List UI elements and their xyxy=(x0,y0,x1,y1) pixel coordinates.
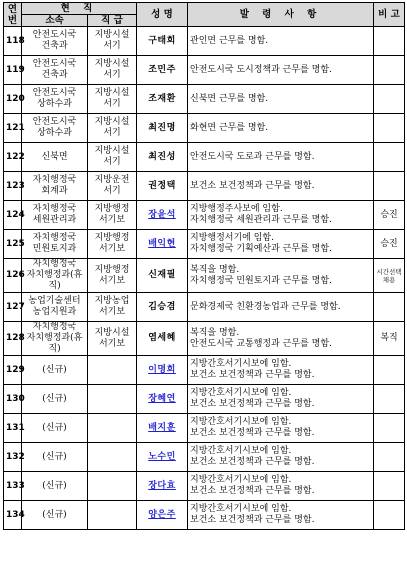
row-grade-line: 서기 xyxy=(103,99,121,109)
row-appointment-line: 보건소 보건정책과 근무를 명함. xyxy=(190,428,315,438)
row-appointment xyxy=(188,172,374,201)
row-grade-line: 서기보 xyxy=(98,338,126,349)
row-appointment xyxy=(188,322,374,356)
row-appointment-line: 지방간호서기시보에 임함. xyxy=(190,359,292,369)
row-appointment-line: 보건소 보건정책과 근무를 명함. xyxy=(190,486,315,496)
table-row xyxy=(4,201,405,230)
row-department-line: 자치행정국 xyxy=(32,259,77,269)
row-appointment xyxy=(188,201,374,230)
row-note xyxy=(374,472,405,501)
row-grade xyxy=(88,56,137,85)
table-row xyxy=(4,443,405,472)
row-department-line: (신규) xyxy=(42,480,67,491)
row-note xyxy=(374,114,405,143)
table-row xyxy=(4,114,405,143)
row-appointment-line: 보건소 보건정책과 근무를 명함. xyxy=(190,515,315,525)
row-note xyxy=(374,27,405,56)
row-name[interactable]: 장다효 xyxy=(137,472,188,501)
table-row xyxy=(4,356,405,385)
row-department-line: 자치행정국 xyxy=(32,175,77,185)
row-department xyxy=(22,322,88,356)
header-department: 소속 xyxy=(22,15,88,27)
row-department xyxy=(22,201,88,230)
header-number: 연 번 xyxy=(4,3,22,27)
row-grade-line: 서기보 xyxy=(98,275,126,286)
row-name[interactable]: 배익현 xyxy=(137,230,188,259)
row-number: 121 xyxy=(4,114,22,143)
row-appointment-line: 자치행정국 세원관리과 근무를 명함. xyxy=(190,215,332,225)
row-department-line: (신규) xyxy=(42,364,67,375)
row-appointment-line: 지방간호서기시보에 임함. xyxy=(190,417,292,427)
row-appointment-line: 화현면 근무를 명함. xyxy=(190,122,269,133)
row-appointment xyxy=(188,472,374,501)
row-grade-line: 지방행정 xyxy=(94,233,130,243)
row-appointment-line: 관인면 근무를 명함. xyxy=(190,35,269,46)
row-number: 128 xyxy=(4,322,22,356)
row-appointment-line: 지방행정서기에 임함. xyxy=(190,233,274,243)
row-appointment-line: 지방간호서기시보에 임함. xyxy=(190,446,292,456)
row-note-line: 채용 xyxy=(382,275,396,284)
row-note xyxy=(374,56,405,85)
row-department xyxy=(22,27,88,56)
row-grade-line: 지방농업 xyxy=(94,296,130,306)
table-row xyxy=(4,322,405,356)
row-note xyxy=(374,143,405,172)
row-name[interactable]: 이명희 xyxy=(137,356,188,385)
row-name: 최진명 xyxy=(137,114,188,143)
row-department xyxy=(22,356,88,385)
row-grade xyxy=(88,501,137,530)
row-note-line: 승진 xyxy=(380,238,398,249)
row-department-line: 상하수과 xyxy=(37,128,72,138)
appointment-table xyxy=(3,2,405,530)
row-grade xyxy=(88,172,137,201)
row-note xyxy=(374,501,405,530)
row-appointment-line: 지방간호서기시보에 임함. xyxy=(190,388,292,398)
row-department-line: (신규) xyxy=(42,451,67,462)
row-department xyxy=(22,230,88,259)
row-number: 122 xyxy=(4,143,22,172)
row-grade-line: 지방운전 xyxy=(94,175,130,185)
row-grade-line: 서기 xyxy=(103,128,121,138)
row-department-line: (신규) xyxy=(42,509,67,520)
row-department-line: 농업기술센터 xyxy=(28,296,81,306)
row-appointment-line: 안전도시국 도로과 근무를 명함. xyxy=(190,151,315,162)
row-appointment xyxy=(188,27,374,56)
row-name[interactable]: 장윤석 xyxy=(137,201,188,230)
row-grade-line: 서기보 xyxy=(98,307,126,317)
row-note xyxy=(374,172,405,201)
row-appointment-line: 보건소 보건정책과 근무를 명함. xyxy=(190,399,315,409)
row-name: 최진성 xyxy=(137,143,188,172)
row-appointment xyxy=(188,356,374,385)
row-number: 125 xyxy=(4,230,22,259)
row-name[interactable]: 양은주 xyxy=(137,501,188,530)
table-row xyxy=(4,27,405,56)
row-grade xyxy=(88,230,137,259)
row-grade xyxy=(88,114,137,143)
row-department xyxy=(22,143,88,172)
row-department-line: 건축과 xyxy=(41,41,68,51)
row-appointment-line: 안전도시국 도시정책과 근무를 명함. xyxy=(190,64,332,75)
row-name[interactable]: 배지훈 xyxy=(137,414,188,443)
row-department-line: (신규) xyxy=(42,393,67,404)
row-department xyxy=(22,114,88,143)
row-number: 123 xyxy=(4,172,22,201)
row-grade xyxy=(88,356,137,385)
row-department xyxy=(22,443,88,472)
row-appointment xyxy=(188,230,374,259)
row-appointment xyxy=(188,414,374,443)
row-number: 129 xyxy=(4,356,22,385)
row-appointment-line: 안전도시국 교통행정과 근무를 명함. xyxy=(190,338,332,349)
row-grade xyxy=(88,201,137,230)
row-appointment xyxy=(188,501,374,530)
table-row xyxy=(4,259,405,293)
table-row xyxy=(4,230,405,259)
row-appointment-line: 자치행정국 민원토지과 근무를 명함. xyxy=(190,275,332,286)
row-number: 118 xyxy=(4,27,22,56)
row-department xyxy=(22,56,88,85)
row-grade xyxy=(88,293,137,322)
row-department-line: 상하수과 xyxy=(37,99,72,109)
row-note xyxy=(374,85,405,114)
row-grade xyxy=(88,85,137,114)
row-appointment-line: 보건소 보건정책과 근무를 명함. xyxy=(190,457,315,467)
row-number: 131 xyxy=(4,414,22,443)
row-appointment xyxy=(188,85,374,114)
row-number: 119 xyxy=(4,56,22,85)
row-department xyxy=(22,414,88,443)
row-appointment xyxy=(188,293,374,322)
row-department xyxy=(22,472,88,501)
row-grade-line: 서기보 xyxy=(98,244,126,254)
row-grade xyxy=(88,322,137,356)
row-number: 127 xyxy=(4,293,22,322)
row-grade xyxy=(88,443,137,472)
row-department-line: 자치행정국 xyxy=(32,233,77,243)
row-grade-line: 지방행정 xyxy=(94,204,130,214)
table-row xyxy=(4,85,405,114)
row-note xyxy=(374,201,405,230)
row-number: 130 xyxy=(4,385,22,414)
row-note xyxy=(374,356,405,385)
row-note xyxy=(374,443,405,472)
table-body xyxy=(4,27,405,530)
row-name: 김승겸 xyxy=(137,293,188,322)
row-department xyxy=(22,501,88,530)
row-grade-line: 서기 xyxy=(103,157,121,167)
row-number: 134 xyxy=(4,501,22,530)
row-appointment xyxy=(188,114,374,143)
table-row xyxy=(4,293,405,322)
row-note xyxy=(374,230,405,259)
row-appointment-line: 문화경제국 친환경농업과 근무를 명함. xyxy=(190,301,341,312)
row-department xyxy=(22,85,88,114)
row-grade-line: 서기 xyxy=(103,186,121,196)
row-department xyxy=(22,293,88,322)
row-note xyxy=(374,322,405,356)
header-note: 비 고 xyxy=(374,3,405,27)
row-number: 132 xyxy=(4,443,22,472)
row-grade-line: 지방시설 xyxy=(94,117,130,127)
row-appointment xyxy=(188,385,374,414)
row-department-line: 건축과 xyxy=(41,70,68,80)
row-number: 120 xyxy=(4,85,22,114)
row-grade-line: 서기 xyxy=(103,41,121,51)
row-name: 구태희 xyxy=(137,27,188,56)
row-department-line: 신북면 xyxy=(41,151,68,162)
header-current-position: 현 직 xyxy=(22,3,137,15)
row-appointment-line: 복직을 명함. xyxy=(190,327,240,338)
row-note xyxy=(374,414,405,443)
row-department-line: 자치행정국 xyxy=(32,204,77,214)
row-name: 조민주 xyxy=(137,56,188,85)
row-department-line: 자치행정과(휴직) xyxy=(26,270,83,291)
row-grade xyxy=(88,259,137,293)
row-grade-line: 지방행정 xyxy=(94,264,130,275)
row-note xyxy=(374,385,405,414)
row-appointment xyxy=(188,443,374,472)
row-department-line: 안전도시국 xyxy=(32,88,77,98)
row-name: 신재필 xyxy=(137,259,188,293)
row-grade xyxy=(88,414,137,443)
row-department xyxy=(22,385,88,414)
row-grade-line: 지방시설 xyxy=(94,88,130,98)
table-row xyxy=(4,414,405,443)
row-department-line: 안전도시국 xyxy=(32,117,77,127)
row-grade-line: 지방시설 xyxy=(94,59,130,69)
row-note-line: 승진 xyxy=(380,209,398,220)
table-row xyxy=(4,172,405,201)
row-appointment-line: 지방간호서기시보에 임함. xyxy=(190,475,292,485)
row-name[interactable]: 노수민 xyxy=(137,443,188,472)
table-row xyxy=(4,472,405,501)
row-appointment-line: 보건소 보건정책과 근무를 명함. xyxy=(190,370,315,380)
row-name: 염세혜 xyxy=(137,322,188,356)
row-grade-line: 서기 xyxy=(103,70,121,80)
row-appointment xyxy=(188,143,374,172)
row-note-line: 복직 xyxy=(380,333,398,343)
row-appointment-line: 복직을 명함. xyxy=(190,264,240,275)
row-number: 124 xyxy=(4,201,22,230)
table-row xyxy=(4,143,405,172)
row-grade xyxy=(88,27,137,56)
row-grade xyxy=(88,472,137,501)
row-number: 133 xyxy=(4,472,22,501)
row-department-line: 자치행정국 xyxy=(32,322,77,332)
row-note-line: 시간선택 xyxy=(376,267,402,276)
row-department-line: (신규) xyxy=(42,422,67,433)
row-grade-line: 지방시설 xyxy=(94,30,130,40)
header-name: 성 명 xyxy=(137,3,188,27)
table-row xyxy=(4,385,405,414)
header-grade: 직 급 xyxy=(88,15,137,27)
row-grade xyxy=(88,143,137,172)
row-appointment xyxy=(188,56,374,85)
row-department-line: 자치행정과(휴직) xyxy=(26,333,83,354)
row-department xyxy=(22,259,88,293)
row-appointment-line: 신북면 근무를 명함. xyxy=(190,93,269,104)
row-note xyxy=(374,293,405,322)
row-appointment-line: 자치행정국 기획예산과 근무를 명함. xyxy=(190,244,332,254)
row-name: 조재환 xyxy=(137,85,188,114)
row-department-line: 민원토지과 xyxy=(32,244,77,254)
row-department xyxy=(22,172,88,201)
row-name[interactable]: 장혜연 xyxy=(137,385,188,414)
row-grade xyxy=(88,385,137,414)
row-number: 126 xyxy=(4,259,22,293)
row-department-line: 안전도시국 xyxy=(32,59,77,69)
row-grade-line: 서기보 xyxy=(98,215,126,225)
row-appointment xyxy=(188,259,374,293)
row-name: 권정택 xyxy=(137,172,188,201)
row-department-line: 세원관리과 xyxy=(32,215,77,225)
table-row xyxy=(4,56,405,85)
row-appointment-line: 지방간호서기시보에 임함. xyxy=(190,504,292,514)
row-department-line: 회계과 xyxy=(41,186,68,196)
row-department-line: 농업지원과 xyxy=(32,307,77,317)
row-grade-line: 지방시설 xyxy=(94,327,130,338)
row-note xyxy=(374,259,405,293)
header-appointment: 발 령 사 항 xyxy=(188,3,374,27)
table-row xyxy=(4,501,405,530)
row-appointment-line: 보건소 보건정책과 근무를 명함. xyxy=(190,180,315,191)
row-grade-line: 지방시설 xyxy=(94,146,130,156)
row-department-line: 안전도시국 xyxy=(32,30,77,40)
row-appointment-line: 지방행정주사보에 임함. xyxy=(190,204,283,214)
